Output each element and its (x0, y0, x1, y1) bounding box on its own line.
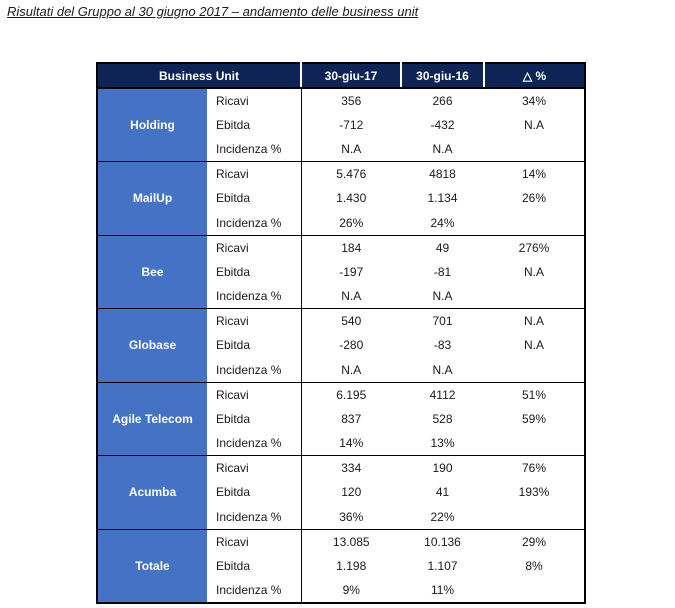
delta-percent-value: N.A (484, 309, 585, 334)
value-30-giu-16: 528 (401, 407, 484, 432)
value-30-giu-16: 41 (401, 480, 484, 505)
metric-label: Ricavi (207, 456, 301, 481)
delta-percent-value: 59% (484, 407, 585, 432)
value-30-giu-16: 4112 (401, 382, 484, 407)
metric-label: Ricavi (207, 382, 301, 407)
value-30-giu-16: 10.136 (401, 529, 484, 554)
business-unit-cell: MailUp (97, 162, 207, 236)
value-30-giu-16: 701 (401, 309, 484, 334)
table-body (97, 88, 585, 603)
metric-label: Incidenza % (207, 358, 301, 383)
delta-percent-value: 34% (484, 88, 585, 113)
business-unit-cell: Holding (97, 88, 207, 162)
metric-label: Ricavi (207, 162, 301, 187)
value-30-giu-16: 1.107 (401, 554, 484, 579)
delta-percent-value: 76% (484, 456, 585, 481)
value-30-giu-17: N.A (301, 284, 401, 309)
table-header (97, 63, 585, 88)
value-30-giu-17: 36% (301, 505, 401, 530)
value-30-giu-16: N.A (401, 137, 484, 162)
value-30-giu-17: 1.198 (301, 554, 401, 579)
delta-percent-value (484, 137, 585, 162)
metric-label: Incidenza % (207, 431, 301, 456)
delta-percent-value: N.A (484, 113, 585, 138)
value-30-giu-17: 356 (301, 88, 401, 113)
value-30-giu-16: 1.134 (401, 186, 484, 211)
value-30-giu-16: -432 (401, 113, 484, 138)
value-30-giu-16: 13% (401, 431, 484, 456)
header-30-giu-16: 30-giu-16 (401, 63, 484, 88)
metric-label: Ricavi (207, 88, 301, 113)
table-row (97, 162, 585, 187)
delta-percent-value (484, 505, 585, 530)
delta-percent-value: N.A (484, 260, 585, 285)
business-unit-cell: Acumba (97, 456, 207, 530)
metric-label: Ebitda (207, 333, 301, 358)
delta-percent-value: 29% (484, 529, 585, 554)
metric-label: Ricavi (207, 309, 301, 334)
value-30-giu-16: 266 (401, 88, 484, 113)
table-row (97, 382, 585, 407)
value-30-giu-17: 13.085 (301, 529, 401, 554)
business-unit-cell: Totale (97, 529, 207, 603)
value-30-giu-17: -712 (301, 113, 401, 138)
table-row (97, 309, 585, 334)
value-30-giu-17: -197 (301, 260, 401, 285)
value-30-giu-16: -83 (401, 333, 484, 358)
delta-percent-value (484, 431, 585, 456)
metric-label: Incidenza % (207, 578, 301, 603)
value-30-giu-17: 14% (301, 431, 401, 456)
value-30-giu-17: N.A (301, 137, 401, 162)
value-30-giu-17: 6.195 (301, 382, 401, 407)
delta-percent-value: 14% (484, 162, 585, 187)
metric-label: Incidenza % (207, 284, 301, 309)
metric-label: Incidenza % (207, 137, 301, 162)
metric-label: Ebitda (207, 480, 301, 505)
page-title: Risultati del Gruppo al 30 giugno 2017 – andamento delle business unit (7, 4, 419, 19)
delta-percent-value (484, 211, 585, 236)
metric-label: Ebitda (207, 407, 301, 432)
header-delta-percent: △ % (484, 63, 585, 88)
value-30-giu-17: 334 (301, 456, 401, 481)
value-30-giu-17: 184 (301, 235, 401, 260)
metric-label: Ebitda (207, 113, 301, 138)
business-unit-cell: Globase (97, 309, 207, 383)
metric-label: Ebitda (207, 186, 301, 211)
value-30-giu-16: 49 (401, 235, 484, 260)
value-30-giu-17: -280 (301, 333, 401, 358)
header-30-giu-17: 30-giu-17 (301, 63, 401, 88)
value-30-giu-16: 4818 (401, 162, 484, 187)
value-30-giu-17: N.A (301, 358, 401, 383)
metric-label: Incidenza % (207, 211, 301, 236)
delta-percent-value: 276% (484, 235, 585, 260)
value-30-giu-16: 11% (401, 578, 484, 603)
business-unit-cell: Agile Telecom (97, 382, 207, 456)
value-30-giu-16: -81 (401, 260, 484, 285)
delta-percent-value (484, 578, 585, 603)
table-row (97, 456, 585, 481)
business-unit-table (96, 62, 586, 604)
value-30-giu-16: N.A (401, 358, 484, 383)
metric-label: Ebitda (207, 554, 301, 579)
table-row (97, 88, 585, 113)
value-30-giu-17: 9% (301, 578, 401, 603)
table-row (97, 529, 585, 554)
metric-label: Ricavi (207, 529, 301, 554)
delta-percent-value: 8% (484, 554, 585, 579)
value-30-giu-16: 22% (401, 505, 484, 530)
header-row (97, 63, 585, 88)
delta-percent-value: 193% (484, 480, 585, 505)
value-30-giu-17: 837 (301, 407, 401, 432)
delta-percent-value: 51% (484, 382, 585, 407)
business-unit-cell: Bee (97, 235, 207, 309)
value-30-giu-16: N.A (401, 284, 484, 309)
value-30-giu-17: 1.430 (301, 186, 401, 211)
delta-percent-value (484, 284, 585, 309)
value-30-giu-17: 26% (301, 211, 401, 236)
delta-percent-value: N.A (484, 333, 585, 358)
value-30-giu-17: 120 (301, 480, 401, 505)
value-30-giu-17: 5.476 (301, 162, 401, 187)
delta-percent-value: 26% (484, 186, 585, 211)
value-30-giu-16: 190 (401, 456, 484, 481)
value-30-giu-17: 540 (301, 309, 401, 334)
table-row (97, 235, 585, 260)
header-business-unit: Business Unit (97, 63, 301, 88)
delta-percent-value (484, 358, 585, 383)
metric-label: Incidenza % (207, 505, 301, 530)
metric-label: Ricavi (207, 235, 301, 260)
metric-label: Ebitda (207, 260, 301, 285)
value-30-giu-16: 24% (401, 211, 484, 236)
